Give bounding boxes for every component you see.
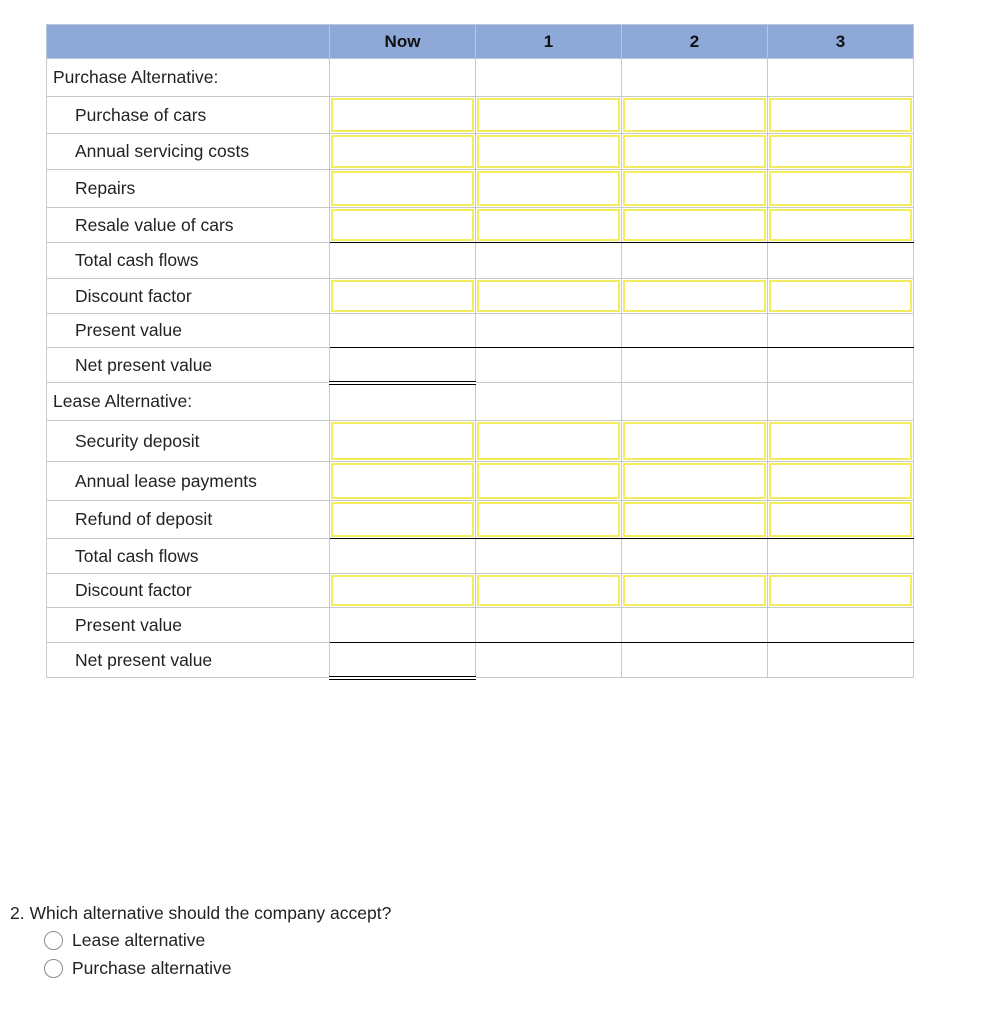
option-lease[interactable] xyxy=(44,930,205,951)
lease-payments-year2-input[interactable] xyxy=(623,463,766,499)
purchase-of-cars-year2-input[interactable] xyxy=(623,98,766,132)
repairs-year3-input[interactable] xyxy=(769,171,912,206)
row-label: Security deposit xyxy=(47,421,330,462)
repairs-year2-input[interactable] xyxy=(623,171,766,206)
repairs-year1-input[interactable] xyxy=(477,171,620,206)
purchase-total-now xyxy=(330,243,476,279)
row-label: Total cash flows xyxy=(47,243,330,279)
table-row xyxy=(47,314,914,348)
purchase-of-cars-year3-input[interactable] xyxy=(769,98,912,132)
servicing-costs-now-input[interactable] xyxy=(331,135,474,168)
row-label: Refund of deposit xyxy=(47,501,330,539)
security-deposit-year3-input[interactable] xyxy=(769,422,912,460)
table-row xyxy=(47,608,914,643)
row-label: Present value xyxy=(47,314,330,348)
row-label: Present value xyxy=(47,608,330,643)
radio-icon[interactable] xyxy=(44,959,63,978)
servicing-costs-year1-input[interactable] xyxy=(477,135,620,168)
lease-total-year1 xyxy=(476,539,622,574)
row-label: Annual lease payments xyxy=(47,462,330,501)
header-year-1: 1 xyxy=(476,25,622,59)
lease-npv-now xyxy=(330,643,476,678)
resale-value-year2-input[interactable] xyxy=(623,209,766,241)
option-label: Purchase alternative xyxy=(72,958,232,978)
header-row xyxy=(47,25,914,59)
row-label: Net present value xyxy=(47,643,330,678)
question-text: 2. Which alternative should the company accept? xyxy=(10,903,392,923)
option-label: Lease alternative xyxy=(72,930,206,950)
security-deposit-year2-input[interactable] xyxy=(623,422,766,460)
lease-pv-year2 xyxy=(622,608,768,643)
row-label: Discount factor xyxy=(47,574,330,608)
purchase-pv-year1 xyxy=(476,314,622,348)
row-label: Repairs xyxy=(47,170,330,208)
header-year-3: 3 xyxy=(768,25,914,59)
lease-payments-year3-input[interactable] xyxy=(769,463,912,499)
lease-discount-now-input[interactable] xyxy=(331,575,474,606)
section-label-purchase: Purchase Alternative: xyxy=(47,59,330,97)
table-row xyxy=(47,421,914,462)
lease-total-now xyxy=(330,539,476,574)
table-row xyxy=(47,279,914,314)
purchase-discount-year3-input[interactable] xyxy=(769,280,912,312)
row-label: Net present value xyxy=(47,348,330,383)
section-row-purchase xyxy=(47,59,914,97)
resale-value-now-input[interactable] xyxy=(331,209,474,241)
lease-discount-year1-input[interactable] xyxy=(477,575,620,606)
option-purchase[interactable] xyxy=(44,958,232,979)
table-row xyxy=(47,539,914,574)
purchase-pv-year2 xyxy=(622,314,768,348)
purchase-pv-now xyxy=(330,314,476,348)
table-row xyxy=(47,134,914,170)
row-label: Purchase of cars xyxy=(47,97,330,134)
row-label: Resale value of cars xyxy=(47,208,330,243)
servicing-costs-year3-input[interactable] xyxy=(769,135,912,168)
lease-payments-now-input[interactable] xyxy=(331,463,474,499)
lease-pv-year1 xyxy=(476,608,622,643)
header-now: Now xyxy=(330,25,476,59)
refund-deposit-year2-input[interactable] xyxy=(623,502,766,537)
security-deposit-now-input[interactable] xyxy=(331,422,474,460)
refund-deposit-now-input[interactable] xyxy=(331,502,474,537)
purchase-discount-year2-input[interactable] xyxy=(623,280,766,312)
npv-analysis-table xyxy=(46,24,914,680)
section-row-lease xyxy=(47,383,914,421)
table-row xyxy=(47,462,914,501)
purchase-of-cars-now-input[interactable] xyxy=(331,98,474,132)
header-year-2: 2 xyxy=(622,25,768,59)
table-row xyxy=(47,170,914,208)
table-row xyxy=(47,208,914,243)
header-blank xyxy=(47,25,330,59)
purchase-total-year1 xyxy=(476,243,622,279)
purchase-total-year3 xyxy=(768,243,914,279)
row-label: Discount factor xyxy=(47,279,330,314)
purchase-npv-now xyxy=(330,348,476,383)
lease-total-year2 xyxy=(622,539,768,574)
lease-payments-year1-input[interactable] xyxy=(477,463,620,499)
table-row xyxy=(47,243,914,279)
table-row xyxy=(47,501,914,539)
lease-pv-now xyxy=(330,608,476,643)
purchase-of-cars-year1-input[interactable] xyxy=(477,98,620,132)
lease-pv-year3 xyxy=(768,608,914,643)
repairs-now-input[interactable] xyxy=(331,171,474,206)
purchase-discount-year1-input[interactable] xyxy=(477,280,620,312)
lease-total-year3 xyxy=(768,539,914,574)
lease-discount-year2-input[interactable] xyxy=(623,575,766,606)
refund-deposit-year3-input[interactable] xyxy=(769,502,912,537)
purchase-pv-year3 xyxy=(768,314,914,348)
table-row xyxy=(47,574,914,608)
lease-discount-year3-input[interactable] xyxy=(769,575,912,606)
row-label: Annual servicing costs xyxy=(47,134,330,170)
radio-icon[interactable] xyxy=(44,931,63,950)
resale-value-year1-input[interactable] xyxy=(477,209,620,241)
purchase-total-year2 xyxy=(622,243,768,279)
servicing-costs-year2-input[interactable] xyxy=(623,135,766,168)
table-row xyxy=(47,348,914,383)
purchase-discount-now-input[interactable] xyxy=(331,280,474,312)
table-row xyxy=(47,643,914,678)
section-label-lease: Lease Alternative: xyxy=(47,383,330,421)
table-row xyxy=(47,97,914,134)
security-deposit-year1-input[interactable] xyxy=(477,422,620,460)
resale-value-year3-input[interactable] xyxy=(769,209,912,241)
row-label: Total cash flows xyxy=(47,539,330,574)
refund-deposit-year1-input[interactable] xyxy=(477,502,620,537)
